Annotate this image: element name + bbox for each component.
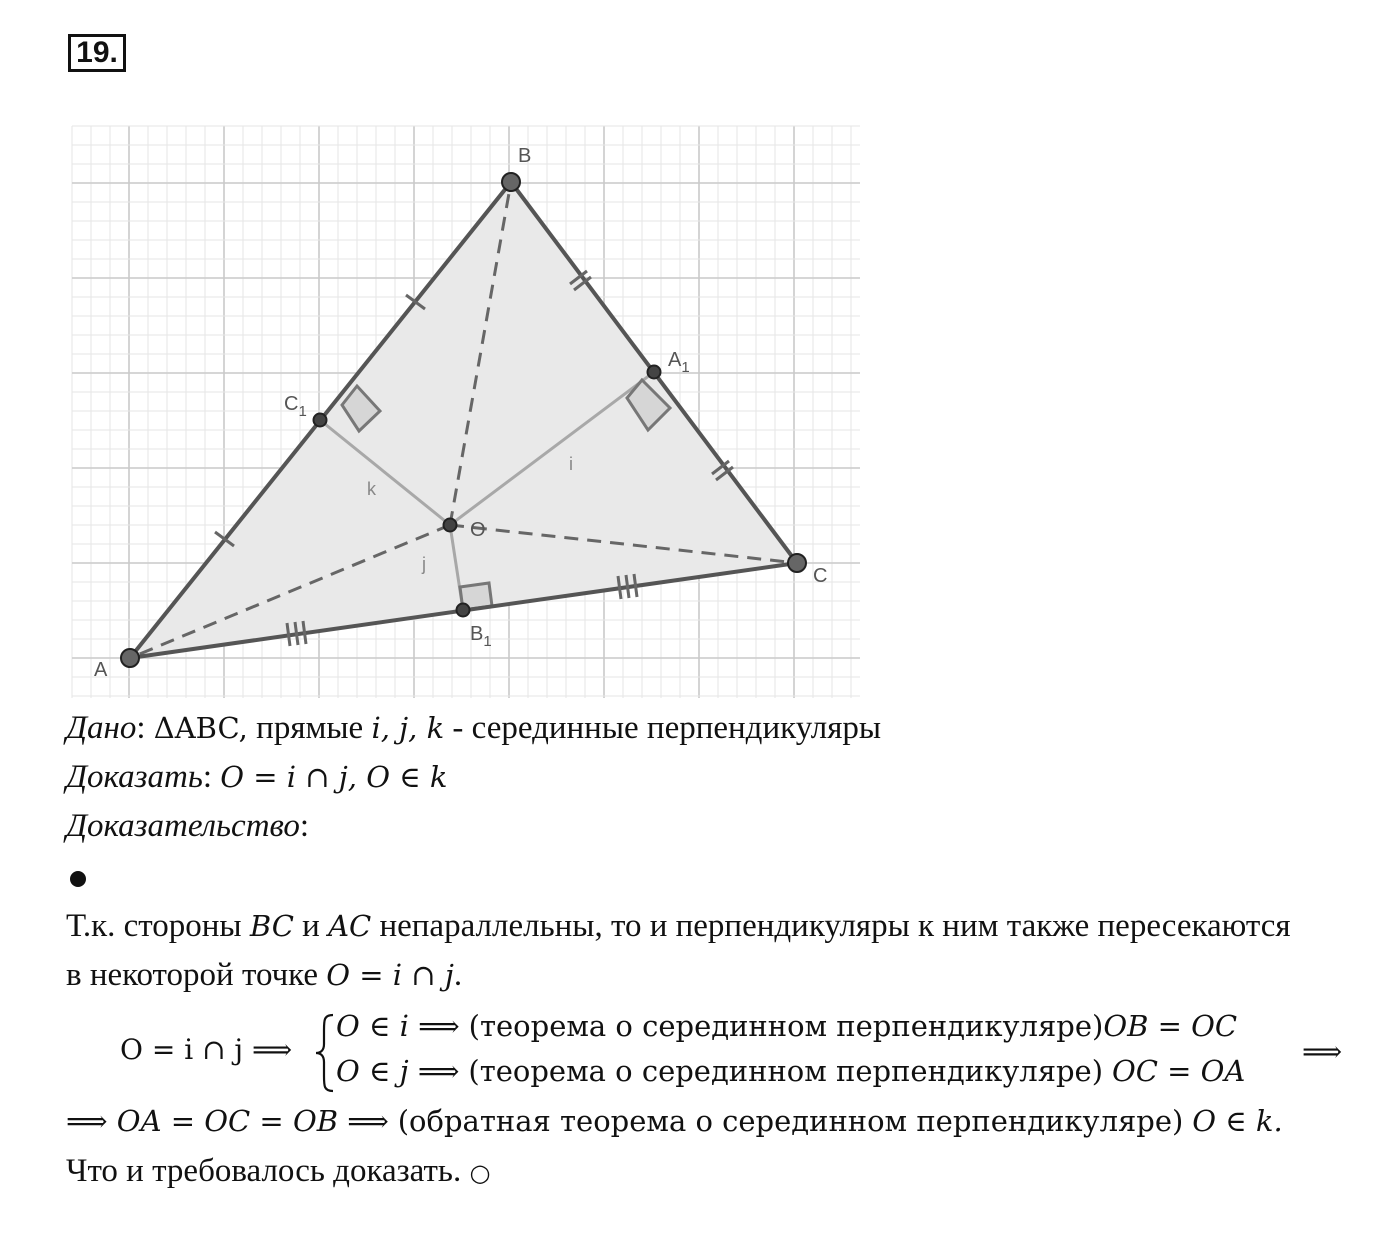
- prove-statement: O = i ∩ j, O ∈ k: [220, 760, 448, 794]
- proof-paragraph-3: ⟹ OA = OC = OB ⟹ (обратная теорема о серединном перпендикуляре) O ∈ k.: [66, 1104, 1283, 1138]
- proof-paragraph-1: Т.к. стороны BC и AC непараллельны, то и перпендикуляры к ним также пересекаются: [66, 908, 1291, 944]
- geometry-figure: [60, 118, 880, 718]
- problem-number: 19.: [68, 34, 126, 72]
- point-A: [121, 649, 139, 667]
- point-C1: [314, 414, 327, 427]
- proof-paragraph-2: в некоторой точке O = i ∩ j.: [66, 957, 463, 993]
- given-triangle: ΔABC,: [153, 711, 248, 745]
- system-brace: [314, 1012, 336, 1094]
- point-C: [788, 554, 806, 572]
- label-line-i: i: [569, 454, 573, 474]
- label-B1: $B_1$: [470, 623, 492, 650]
- system-line-2: O ∈ j ⟹ (теорема о серединном перпендикуляре) OC = OA: [336, 1054, 1246, 1088]
- point-B1: [457, 604, 470, 617]
- system-lhs: O = i ∩ j ⟹: [120, 1033, 293, 1066]
- label-O: O: [470, 519, 486, 541]
- bullet-dot: [70, 871, 86, 887]
- label-B: B: [518, 145, 532, 167]
- given-label: Дано: [66, 710, 137, 746]
- point-A1: [648, 366, 661, 379]
- label-A1: $A_1$: [668, 349, 690, 376]
- prove-line: Доказать: O = i ∩ j, O ∈ k: [66, 759, 448, 795]
- label-line-j: j: [422, 554, 426, 574]
- label-C: C: [813, 565, 828, 587]
- system-rhs: ⟹: [1302, 1035, 1343, 1068]
- system-line-1: O ∈ i ⟹ (теорема о серединном перпендикуляре)OB = OC: [336, 1009, 1238, 1043]
- proof-label-line: Доказательство:: [66, 808, 310, 844]
- point-O: [444, 519, 457, 532]
- point-B: [502, 173, 520, 191]
- given-line: Дано: ΔABC, прямые i, j, k - серединные перпендикуляры: [66, 710, 882, 746]
- label-A: A: [94, 659, 108, 681]
- proof-label: Доказательство: [66, 808, 300, 844]
- label-line-k: k: [367, 479, 376, 499]
- qed-line: [66, 1153, 490, 1190]
- qed-mark: ○: [469, 1159, 491, 1187]
- qed-text: Что и требовалось доказать.: [66, 1153, 462, 1189]
- label-C1: $C_1$: [284, 393, 307, 420]
- given-lines: i, j, k: [371, 711, 445, 745]
- prove-label: Доказать: [66, 759, 203, 795]
